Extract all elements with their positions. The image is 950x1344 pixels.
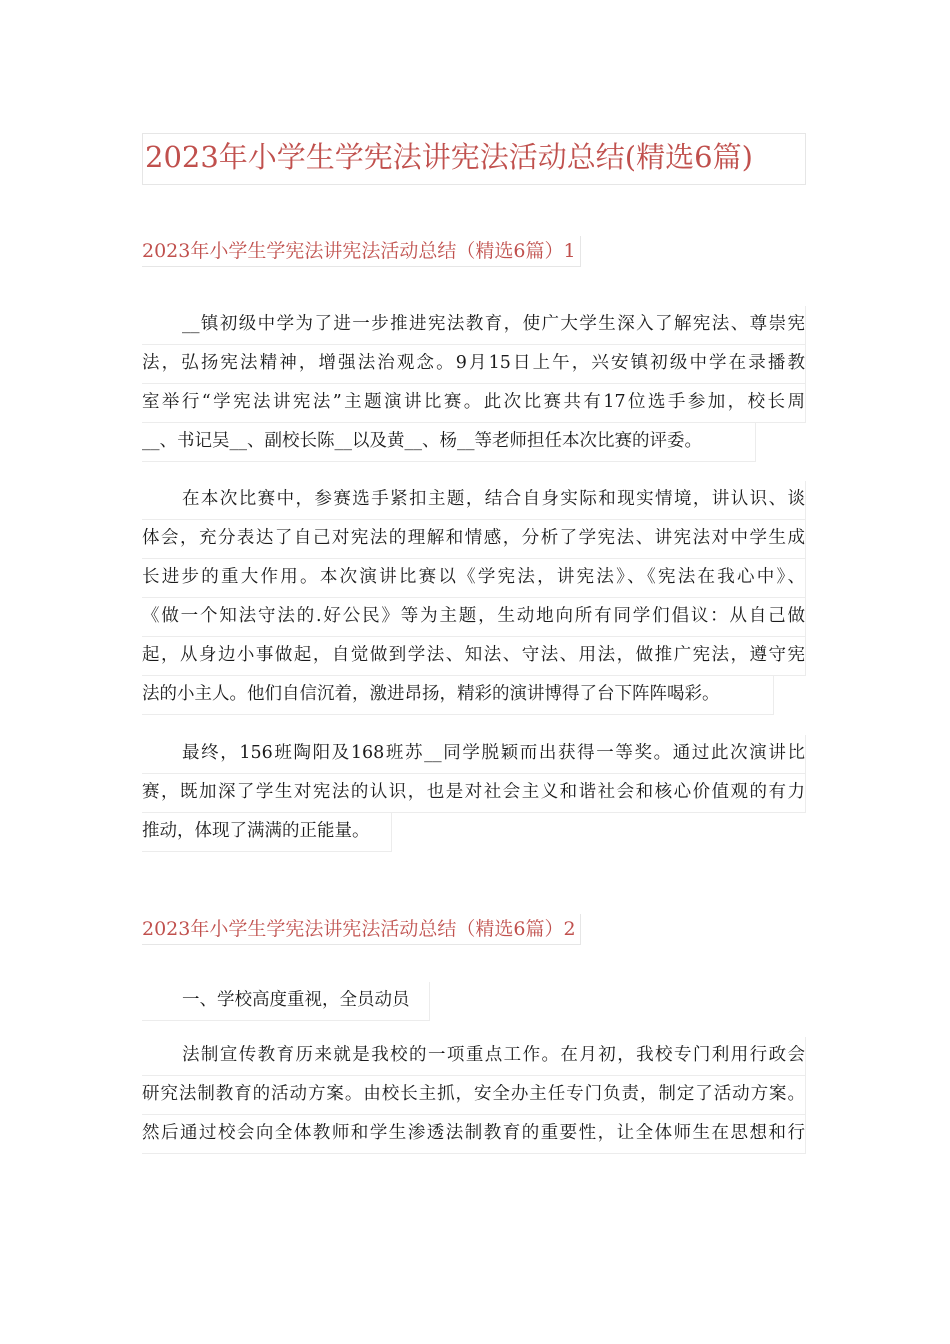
section-1-paragraph-1: [142, 306, 806, 466]
paragraph-line: 研究法制教育的活动方案。由校长主抓，安全办主任专门负责，制定了活动方案。: [142, 1076, 806, 1115]
document-title: 2023年小学生学宪法讲宪法活动总结(精选6篇): [142, 133, 806, 185]
paragraph-line: __镇初级中学为了进一步推进宪法教育，使广大学生深入了解宪法、尊崇宪: [142, 306, 806, 345]
paragraph-line: 长进步的重大作用。本次演讲比赛以《学宪法，讲宪法》、《宪法在我心中》、: [142, 559, 806, 598]
section-1-paragraph-2: [142, 481, 806, 719]
section-2-paragraph-1: [142, 982, 806, 1025]
paragraph-line: 《做一个知法守法的.好公民》等为主题，生动地向所有同学们倡议：从自己做: [142, 598, 806, 637]
section-2-paragraph-2: [142, 1037, 806, 1154]
paragraph-line: 起，从身边小事做起，自觉做到学法、知法、守法、用法，做推广宪法，遵守宪: [142, 637, 806, 676]
paragraph-line: 然后通过校会向全体教师和学生渗透法制教育的重要性，让全体师生在思想和行: [142, 1115, 806, 1154]
paragraph-line: 室举行“学宪法讲宪法”主题演讲比赛。此次比赛共有17位选手参加，校长周: [142, 384, 806, 423]
paragraph-line: 法，弘扬宪法精神，增强法治观念。9月15日上午，兴安镇初级中学在录播教: [142, 345, 806, 384]
paragraph-line: 法的小主人。他们自信沉着，激进昂扬，精彩的演讲博得了台下阵阵喝彩。: [142, 676, 774, 715]
paragraph-line: 在本次比赛中，参赛选手紧扣主题，结合自身实际和现实情境，讲认识、谈: [142, 481, 806, 520]
section-1-paragraph-3: [142, 735, 806, 856]
section-2-heading: 2023年小学生学宪法讲宪法活动总结（精选6篇）2: [142, 914, 581, 945]
paragraph-line: 一、学校高度重视，全员动员: [142, 982, 430, 1021]
paragraph-line: 法制宣传教育历来就是我校的一项重点工作。在月初，我校专门利用行政会: [142, 1037, 806, 1076]
section-1-heading: 2023年小学生学宪法讲宪法活动总结（精选6篇）1: [142, 236, 581, 267]
paragraph-line: 推动，体现了满满的正能量。: [142, 813, 392, 852]
paragraph-line: 最终，156班陶阳及168班苏__同学脱颖而出获得一等奖。通过此次演讲比: [142, 735, 806, 774]
paragraph-line: __、书记吴__、副校长陈__以及黄__、杨__等老师担任本次比赛的评委。: [142, 423, 756, 462]
paragraph-line: 赛，既加深了学生对宪法的认识，也是对社会主义和谐社会和核心价值观的有力: [142, 774, 806, 813]
paragraph-line: 体会，充分表达了自己对宪法的理解和情感，分析了学宪法、讲宪法对中学生成: [142, 520, 806, 559]
